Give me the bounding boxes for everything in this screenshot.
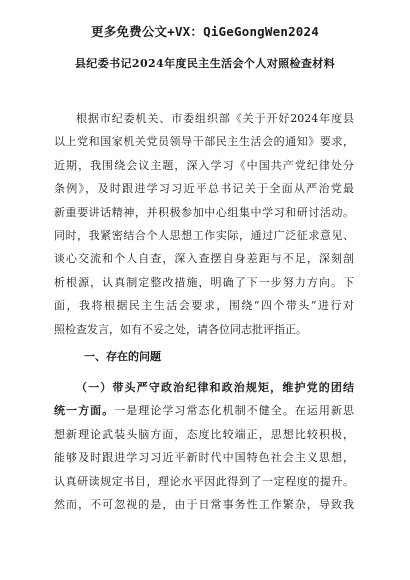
paragraph-line: 认真研读规定书目，理论水平因此得到了一定程度的提升。 xyxy=(54,474,354,488)
intro-paragraph xyxy=(54,107,354,341)
paragraph-line: 照检查发言，如有不妥之处，请各位同志批评指正。 xyxy=(54,322,307,336)
paragraph-line: 近期，我围绕会议主题，深入学习《中国共产党纪律处分 xyxy=(54,158,354,172)
paragraph-line: 能够及时跟进学习习近平新时代中国特色社会主义思想， xyxy=(54,451,354,465)
paragraph-line: 以上党和国家机关党员领导干部民主生活会的通知》要求， xyxy=(54,135,354,149)
paragraph-line: 想新理论武装头脑方面，态度比较端正，思想比较积极， xyxy=(54,427,354,441)
paragraph-line xyxy=(54,399,354,422)
paragraph-line: 条例》，及时跟进学习习近平总书记关于全面从严治党最 xyxy=(54,182,354,196)
section-heading: 一、存在的问题 xyxy=(84,350,161,363)
paragraph-line: 面，我将根据民主生活会要求，围绕“四个带头”进行对 xyxy=(54,299,354,313)
promo-header: 更多免费公文+VX：QiGeGongWen2024 xyxy=(91,24,319,39)
paragraph-line: 析根源，认真制定整改措施，明确了下一步努力方向。下 xyxy=(54,275,354,289)
subheading-tail: 统一方面。 xyxy=(54,404,115,418)
paragraph-line: 根据市纪委机关、市委组织部《关于开好2024年度县 xyxy=(76,112,354,125)
document-title: 县纪委书记2024年度民主生活会个人对照检查材料 xyxy=(74,57,336,70)
paragraph-line: 谈心交流和个人自查，深入查摆自身差距与不足，深刻剖 xyxy=(54,252,354,266)
paragraph-line: 然而，不可忽视的是，由于日常事务性工作繁杂，导致我 xyxy=(54,498,354,512)
paragraph-line: 同时，我紧密结合个人思想工作实际，通过广泛征求意见、 xyxy=(54,229,354,243)
paragraph-text: 一是理论学习常态化机制不健全。在运用新思 xyxy=(114,404,354,418)
paragraph-line: 新重要讲话精神，并积极参加中心组集中学习和研讨活动。 xyxy=(54,205,354,219)
problem-paragraph xyxy=(54,376,354,516)
subheading-line: （一）带头严守政治纪律和政治规矩，维护党的团结 xyxy=(76,381,354,394)
